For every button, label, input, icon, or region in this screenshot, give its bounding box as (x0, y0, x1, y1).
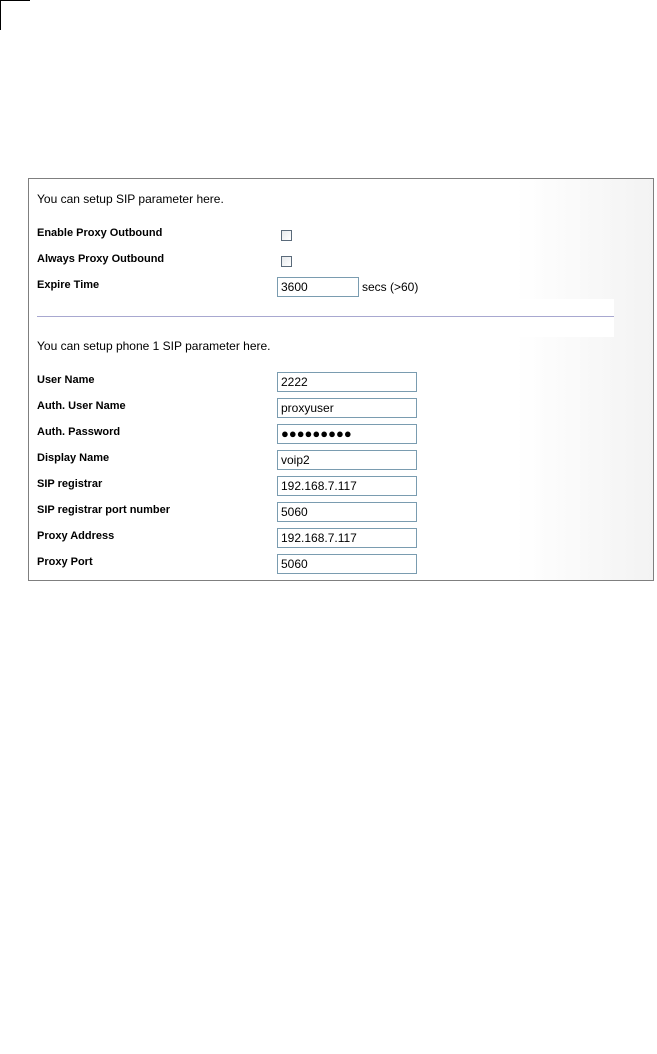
sip-intro-text: You can setup SIP parameter here. (37, 192, 224, 206)
enable-proxy-outbound-checkbox[interactable] (281, 230, 292, 241)
auth-password-input[interactable]: ●●●●●●●●● (277, 424, 417, 444)
proxy-port-label: Proxy Port (37, 556, 93, 568)
proxy-port-input[interactable] (277, 554, 417, 574)
sip-registrar-port-label: SIP registrar port number (37, 504, 171, 516)
crop-mark-vertical (0, 0, 1, 30)
auth-user-name-input[interactable] (277, 398, 417, 418)
sip-registrar-input[interactable] (277, 476, 417, 496)
sip-settings-panel (28, 178, 654, 581)
user-name-input[interactable] (277, 372, 417, 392)
always-proxy-outbound-checkbox[interactable] (281, 256, 292, 267)
proxy-address-input[interactable] (277, 528, 417, 548)
expire-time-unit: secs (>60) (362, 280, 419, 294)
separator-band (37, 299, 614, 337)
sip-registrar-label: SIP registrar (37, 478, 103, 490)
expire-time-input[interactable] (277, 277, 359, 297)
expire-time-label: Expire Time (37, 279, 100, 291)
sip-registrar-port-input[interactable] (277, 502, 417, 522)
user-name-label: User Name (37, 374, 95, 386)
display-name-input[interactable] (277, 450, 417, 470)
auth-password-label: Auth. Password (37, 426, 121, 438)
enable-proxy-outbound-label: Enable Proxy Outbound (37, 227, 163, 239)
proxy-address-label: Proxy Address (37, 530, 115, 542)
section-divider (37, 316, 614, 317)
phone1-intro-text: You can setup phone 1 SIP parameter here. (37, 339, 271, 353)
auth-user-name-label: Auth. User Name (37, 400, 126, 412)
always-proxy-outbound-label: Always Proxy Outbound (37, 253, 165, 265)
crop-mark-horizontal (0, 0, 30, 1)
display-name-label: Display Name (37, 452, 110, 464)
